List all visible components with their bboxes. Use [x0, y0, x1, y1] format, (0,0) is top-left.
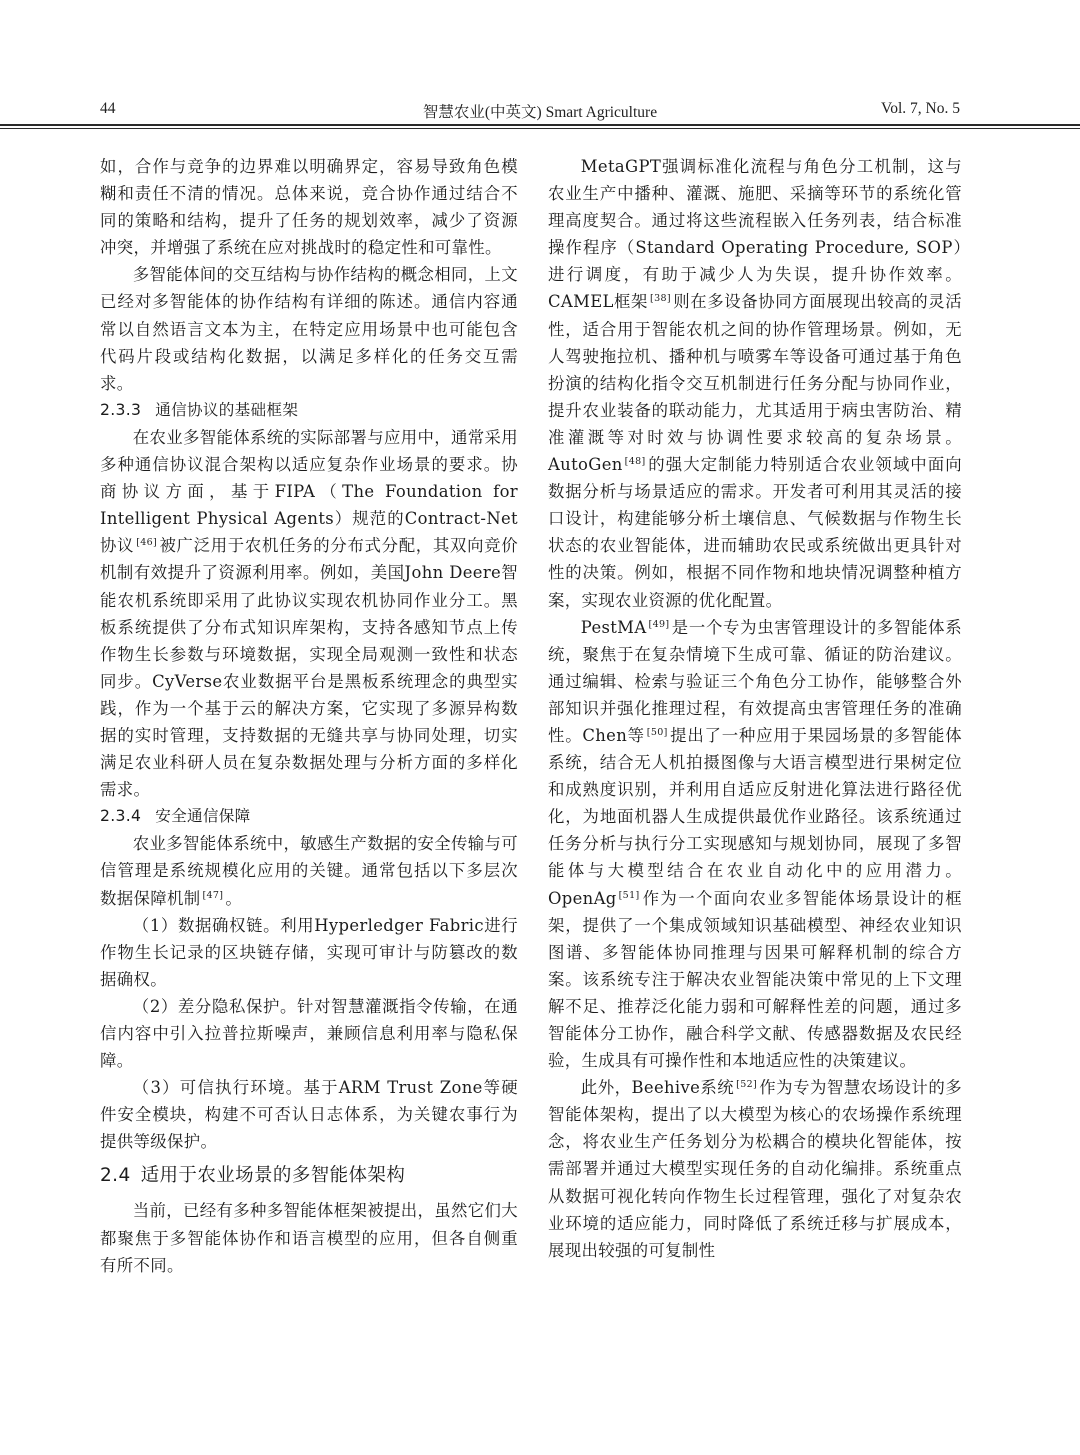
list-item: （3）可信执行环境。基于ARM Trust Zone等硬件安全模块，构建不可否认日志体系，为关键农事行为提供等级保护。 [100, 1078, 518, 1152]
text-run: 是一个专为虫害管理设计的多智能体系统，聚焦于在复杂情境下生成可靠、循证的防治建议。通过编辑、检索与验证三个角色分工协作，能够整合外部知识并强化推理过程，有效提高虫害管理任务的准确性。Chen等 [548, 617, 962, 745]
citation-ref: [47] [202, 889, 224, 901]
text-run: 作为一个面向农业多智能体场景设计的框架，提供了一个集成领域知识基础模型、神经农业知识图谱、多智能体协同推理与因果可解释机制的综合方案。该系统专注于解决农业智能决策中常见的上下文理解不足、推荐泛化能力弱和可解释性差的问题，通过多智能体分工协作，融合科学文献、传感器数据及农民经验，生成具有可操作性和本地适应性的决策建议。 [548, 888, 962, 1071]
text-run: MetaGPT强调标准化流程与角色分工机制，这与农业生产中播种、灌溉、施肥、采摘等环节的系统化管理高度契合。通过将这些流程嵌入任务列表，结合标准操作程序（Standard Operating Procedure, SOP）进行调度，有助于减少人为失误，提升协作效率。CAMEL框架 [548, 157, 962, 312]
citation-ref: [49] [648, 618, 670, 630]
paragraph: 如，合作与竞争的边界难以明确界定，容易导致角色模糊和责任不清的情况。总体来说，竞合协作通过结合不同的策略和结构，提升了任务的规划效率，减少了资源冲突，并增强了系统在应对挑战时的稳定性和可靠性。 [100, 157, 518, 258]
citation-ref: [46] [136, 537, 158, 549]
text-run: 的强大定制能力特别适合农业领域中面向数据分析与场景适应的需求。开发者可利用其灵活的接口设计，构建能够分析土壤信息、气候数据与作物生长状态的农业智能体，进而辅助农民或系统做出更具针对性的决策。例如，根据不同作物和地块情况调整种植方案，实现农业资源的优化配置。 [548, 455, 962, 610]
header-rule-thick [0, 124, 1080, 126]
volume-issue: Vol. 7, No. 5 [881, 100, 960, 117]
paragraph: 多智能体间的交互结构与协作结构的概念相同，上文已经对多智能体的协作结构有详细的陈述。通信内容通常以自然语言文本为主，在特定应用场景中也可能包含代码片段或结构化数据，以满足多样化的任务交互需求。 [100, 265, 518, 393]
citation-ref: [50] [646, 726, 668, 738]
section-number: 2.3.3 [100, 400, 142, 419]
paragraph [548, 1074, 962, 1264]
text-run: 此外，Beehive系统 [580, 1078, 735, 1098]
text-run: PestMA [580, 617, 647, 637]
text-run: 农业多智能体系统中，敏感生产数据的安全传输与可信管理是系统规模化应用的关键。通常包括以下多层次数据保障机制 [100, 834, 518, 908]
text-run: 作为专为智慧农场设计的多智能体架构，提出了以大模型为核心的农场操作系统理念，将农业生产任务划分为松耦合的模块化智能体，按需部署并通过大模型实现任务的自动化编排。系统重点从数据可视化转向作物生长过程管理，强化了对复杂农业环境的适应能力，同时降低了系统迁移与扩展成本，展现出较强的可复制性 [548, 1078, 962, 1260]
paragraph [548, 614, 962, 1075]
section-title: 适用于农业场景的多智能体架构 [140, 1165, 406, 1187]
paragraph [100, 424, 518, 803]
text-run: 。 [225, 888, 243, 908]
section-heading-2-3-3 [100, 397, 518, 424]
text-run: 提出了一种应用于果园场景的多智能体系统，结合无人机拍摄图像与大语言模型进行果树定位和成熟度识别，并利用自适应反射进化算法进行路径优化，为地面机器人生成提供最优作业路径。该系统通过任务分析与执行分工实现感知与规划协同，展现了多智能体与大模型结合在农业自动化中的应用潜力。OpenAg [548, 725, 962, 908]
citation-ref: [52] [736, 1079, 758, 1091]
text-run: 在农业多智能体系统的实际部署与应用中，通常采用多种通信协议混合架构以适应复杂作业场景的要求。协商协议方面，基于FIPA（The Foundation for Intelligent Physical Agents）规范的Contract-Net协议 [100, 427, 518, 556]
right-column [548, 153, 962, 1264]
section-heading-2-4 [100, 1161, 518, 1191]
citation-ref: [38] [650, 293, 671, 305]
section-number: 2.4 [100, 1165, 131, 1187]
citation-ref: [48] [624, 456, 646, 468]
citation-ref: [51] [618, 889, 640, 901]
text-run: 则在多设备协同方面展现出较高的灵活性，适合用于智能农机之间的协作管理场景。例如，无人驾驶拖拉机、播种机与喷雾车等设备可通过基于角色扮演的结构化指令交互机制进行任务分配与协同作业，提升农业装备的联动能力，尤其适用于病虫害防治、精准灌溉等对时效与协调性要求较高的复杂场景。AutoGen [548, 292, 962, 475]
section-title: 通信协议的基础框架 [155, 400, 299, 419]
text-run: 被广泛用于农机任务的分布式分配，其双向竞价机制有效提升了资源利用率。例如，美国John Deere智能农机系统即采用了此协议实现农机协同作业分工。黑板系统提供了分布式知识库架构，支持各感知节点上传作物生长参数与环境数据，实现全局观测一致性和状态同步。CyVerse农业数据平台是黑板系统理念的典型实践，作为一个基于云的解决方案，它实现了多源异构数据的实时管理，支持数据的无缝共享与协同处理，切实满足农业科研人员在复杂数据处理与分析方面的多样化需求。 [100, 536, 518, 800]
list-item: （1）数据确权链。利用Hyperledger Fabric进行作物生长记录的区块链存储，实现可审计与防篡改的数据确权。 [100, 915, 518, 989]
header-rule-thin [0, 128, 1080, 129]
paragraph [100, 830, 518, 911]
section-number: 2.3.4 [100, 807, 142, 826]
section-title: 安全通信保障 [155, 807, 251, 826]
paragraph: 当前，已经有多种多智能体框架被提出，虽然它们大都聚焦于多智能体协作和语言模型的应用，但各自侧重有所不同。 [100, 1201, 518, 1275]
journal-title: 智慧农业(中英文) Smart Agriculture [422, 104, 658, 121]
section-heading-2-3-4 [100, 803, 518, 830]
page-number: 44 [100, 100, 116, 117]
paragraph [548, 153, 962, 614]
running-header [0, 98, 1080, 122]
list-item: （2）差分隐私保护。针对智慧灌溉指令传输，在通信内容中引入拉普拉斯噪声，兼顾信息利用率与隐私保障。 [100, 996, 518, 1071]
left-column [100, 153, 518, 1279]
